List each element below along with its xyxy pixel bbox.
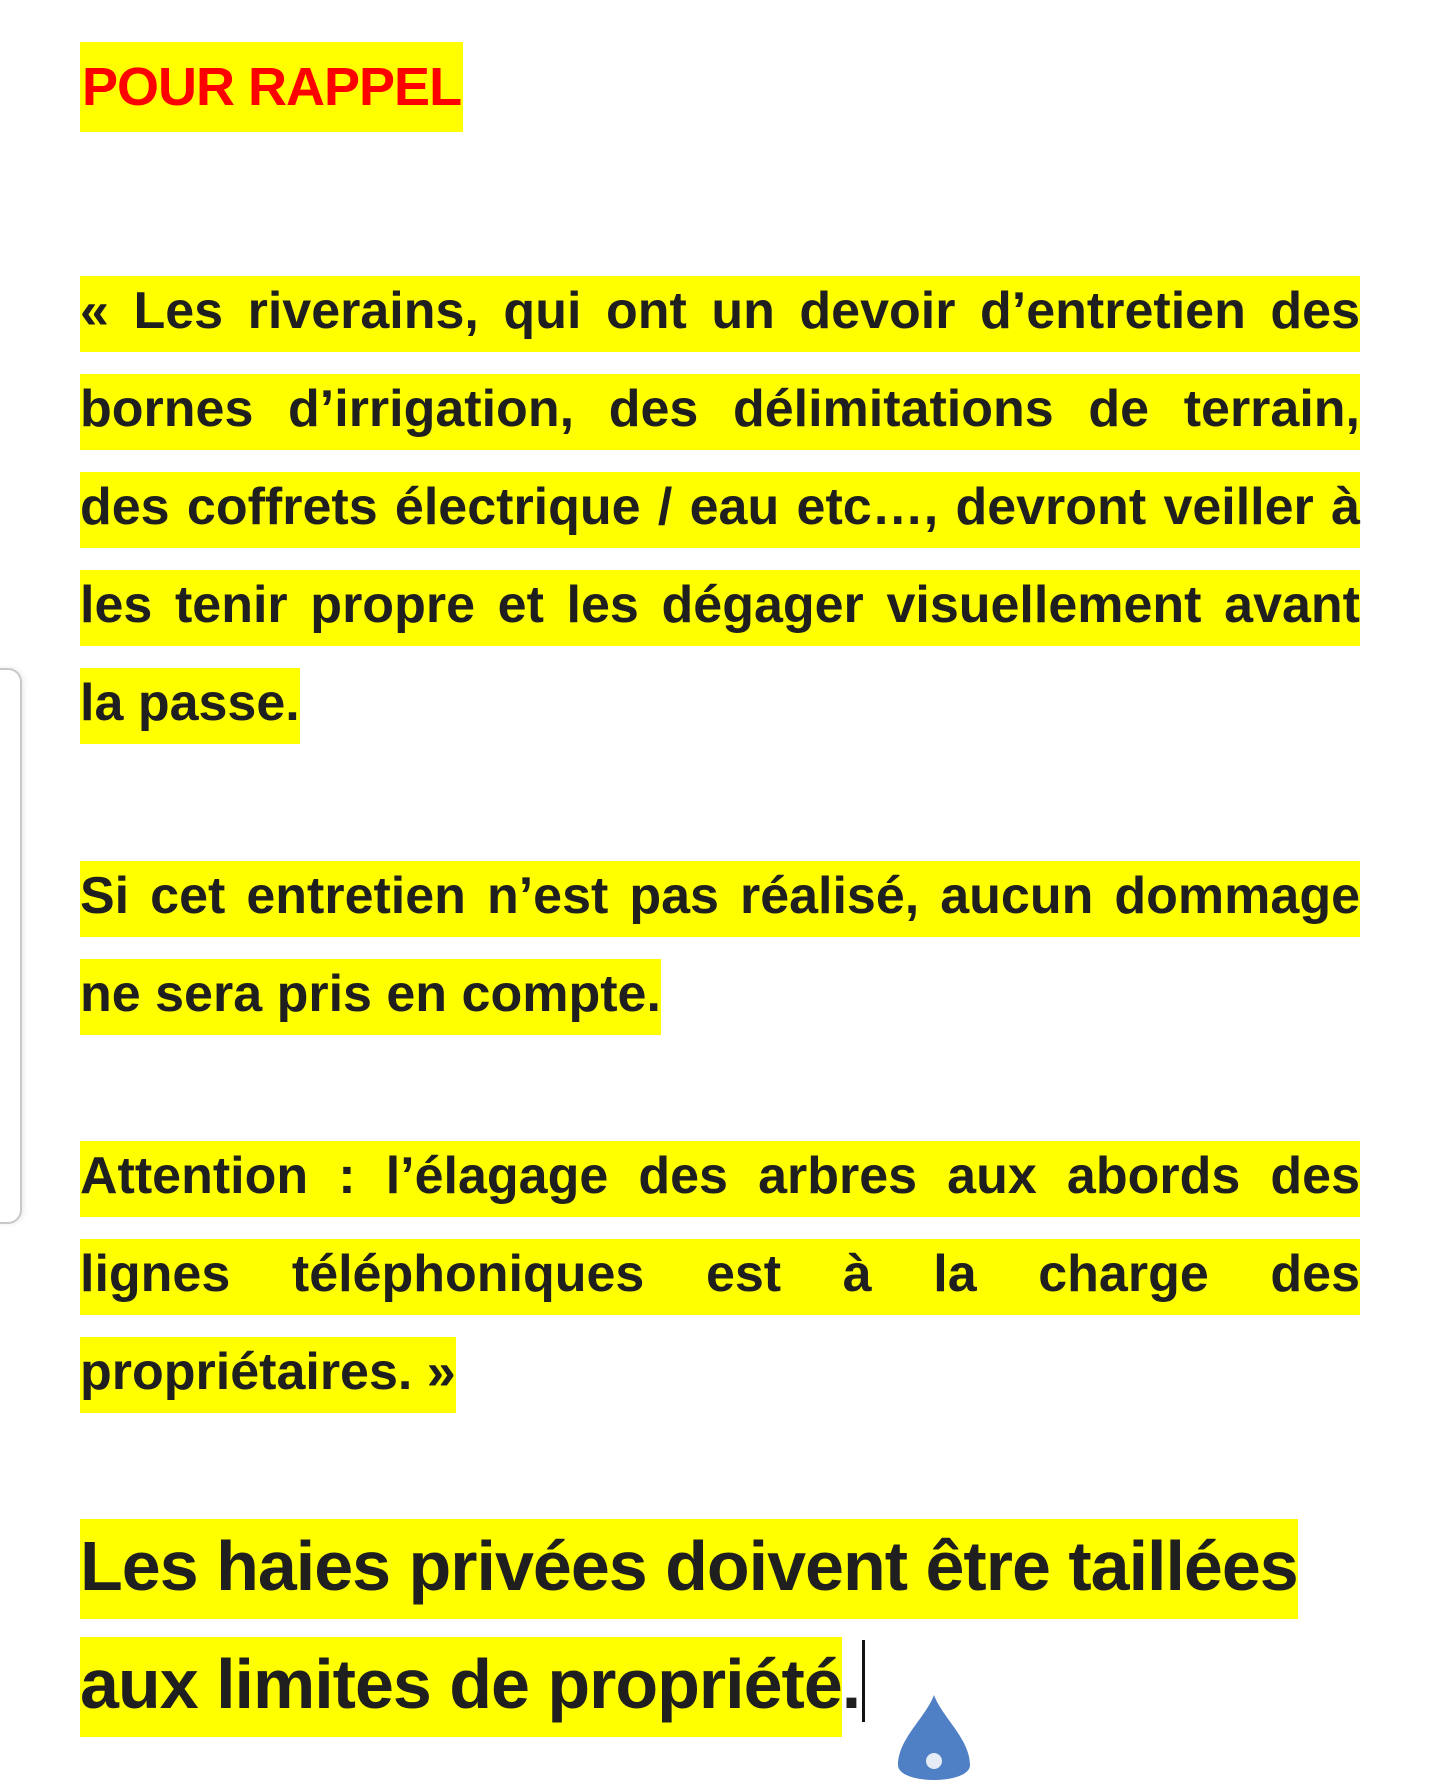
- emphasis-final-period: .: [841, 1645, 861, 1723]
- document-page[interactable]: [80, 42, 1360, 1723]
- emphasis-haies-text: Les haies privées doivent être taillées aux limites de propriété: [80, 1519, 1298, 1737]
- paragraph-attention: [80, 1127, 1360, 1421]
- selection-handle-icon[interactable]: [898, 1695, 970, 1785]
- paragraph-riverains-text: « Les riverains, qui ont un devoir d’entretien des bornes d’irrigation, des délimitations de terrain, des coffrets électrique / eau etc…, devront veiller à les tenir propre et les dégager visuellement avant la passe.: [80, 276, 1360, 744]
- side-panel-edge[interactable]: [0, 668, 22, 1224]
- paragraph-entretien: [80, 847, 1360, 1043]
- paragraph-entretien-text: Si cet entretien n’est pas réalisé, aucun dommage ne sera pris en compte.: [80, 861, 1360, 1035]
- text-cursor: [862, 1640, 865, 1722]
- paragraph-riverains: [80, 262, 1360, 752]
- document-title: POUR RAPPEL: [80, 42, 463, 132]
- emphasis-haies: [80, 1507, 1360, 1743]
- paragraph-attention-text: Attention : l’élagage des arbres aux abords des lignes téléphoniques est à la charge des propriétaires. »: [80, 1141, 1360, 1413]
